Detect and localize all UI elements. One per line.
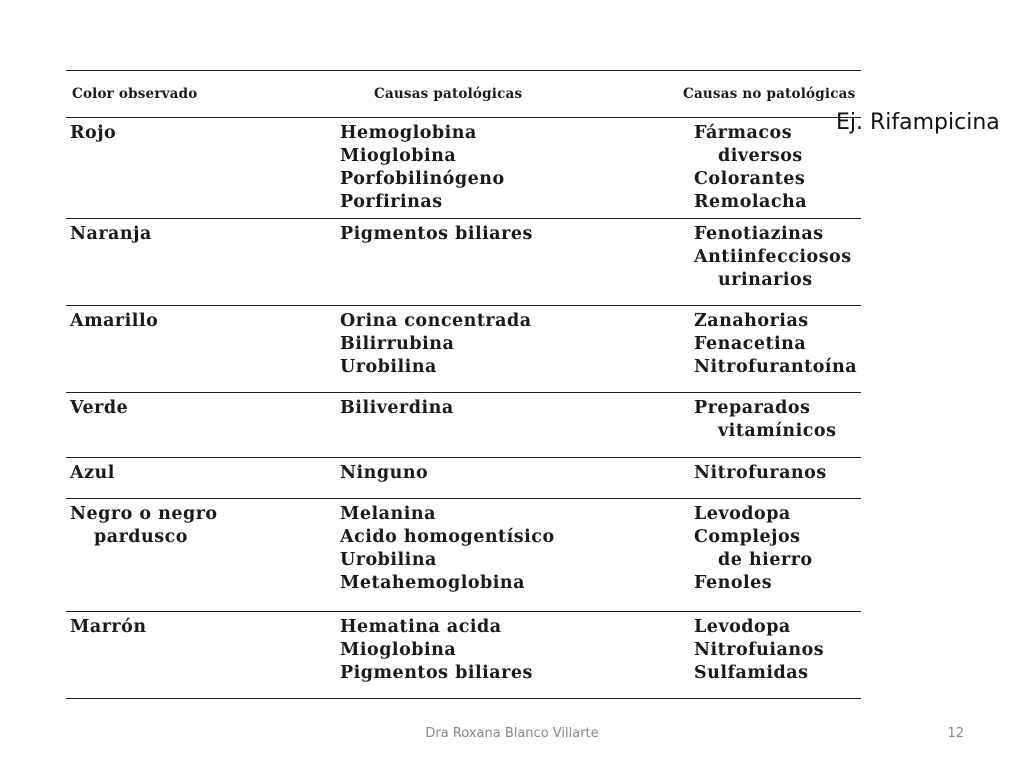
- non-pathological-cell: [694, 223, 852, 292]
- pathological-cell: [340, 223, 533, 246]
- cell-line: Metahemoglobina: [340, 573, 525, 593]
- cell-line: Levodopa: [694, 617, 791, 637]
- cell-line: Rojo: [70, 123, 117, 143]
- non-pathological-cell: [694, 503, 813, 595]
- cell-line: pardusco: [94, 527, 188, 547]
- cell-line: Antiinfecciosos: [694, 247, 852, 267]
- cell-line: Negro o negro: [70, 504, 218, 524]
- pathological-cell: [340, 503, 555, 595]
- table-row: [66, 612, 861, 698]
- cell-line: Hematina acida: [340, 617, 502, 637]
- urine-color-table: [66, 70, 861, 699]
- cell-line: Biliverdina: [340, 398, 454, 418]
- cell-line: Naranja: [70, 224, 152, 244]
- cell-line: diversos: [718, 146, 803, 166]
- pathological-cell: [340, 462, 428, 485]
- cell-line: Marrón: [70, 617, 147, 637]
- cell-line: Melanina: [340, 504, 436, 524]
- cell-line: Fármacos: [694, 123, 793, 143]
- cell-line: Nitrofuianos: [694, 640, 825, 660]
- cell-line: Azul: [70, 463, 115, 483]
- cell-line: Zanahorias: [694, 311, 809, 331]
- color-cell: [70, 223, 152, 246]
- table-row: [66, 306, 861, 393]
- table-row: [66, 393, 861, 458]
- cell-line: Hemoglobina: [340, 123, 477, 143]
- non-pathological-cell: [694, 310, 857, 379]
- cell-line: vitamínicos: [718, 421, 837, 441]
- table-row: [66, 458, 861, 499]
- non-pathological-cell: [694, 122, 807, 214]
- cell-line: Complejos: [694, 527, 801, 547]
- pathological-cell: [340, 616, 533, 685]
- cell-line: Acido homogentísico: [340, 527, 555, 547]
- header-non-pathological-causes: Causas no patológicas: [683, 86, 856, 102]
- cell-line: Porfobilinógeno: [340, 169, 505, 189]
- header-pathological-causes: Causas patológicas: [374, 86, 523, 102]
- cell-line: Nitrofurantoína: [694, 357, 858, 377]
- cell-line: Amarillo: [70, 311, 159, 331]
- cell-line: Verde: [70, 398, 129, 418]
- example-note: Ej. Rifampicina: [836, 110, 1000, 135]
- table-row: [66, 118, 861, 219]
- footer-author: Dra Roxana Blanco Villarte: [425, 726, 599, 741]
- cell-line: Bilirrubina: [340, 334, 455, 354]
- cell-line: de hierro: [718, 550, 813, 570]
- table-header-row: [66, 71, 861, 118]
- cell-line: Nitrofuranos: [694, 463, 827, 483]
- cell-line: urinarios: [718, 270, 813, 290]
- cell-line: Mioglobina: [340, 640, 457, 660]
- cell-line: Fenoles: [694, 573, 773, 593]
- cell-line: Sulfamidas: [694, 663, 809, 683]
- cell-line: Orina concentrada: [340, 311, 532, 331]
- color-cell: [70, 122, 116, 145]
- table-row: [66, 499, 861, 612]
- color-cell: [70, 462, 115, 485]
- color-cell: [70, 397, 128, 420]
- non-pathological-cell: [694, 397, 836, 443]
- page-number: 12: [947, 726, 964, 741]
- cell-line: Mioglobina: [340, 146, 457, 166]
- cell-line: Urobilina: [340, 550, 437, 570]
- pathological-cell: [340, 310, 532, 379]
- cell-line: Preparados: [694, 398, 811, 418]
- cell-line: Colorantes: [694, 169, 806, 189]
- pathological-cell: [340, 397, 454, 420]
- cell-line: Urobilina: [340, 357, 437, 377]
- pathological-cell: [340, 122, 505, 214]
- cell-line: Levodopa: [694, 504, 791, 524]
- cell-line: Fenacetina: [694, 334, 807, 354]
- cell-line: Pigmentos biliares: [340, 663, 533, 683]
- color-cell: [70, 616, 147, 639]
- header-color-observed: Color observado: [72, 86, 198, 102]
- table-row: [66, 219, 861, 306]
- cell-line: Fenotiazinas: [694, 224, 824, 244]
- color-cell: [70, 310, 158, 333]
- table-body: [66, 118, 861, 698]
- cell-line: Ninguno: [340, 463, 429, 483]
- cell-line: Remolacha: [694, 192, 808, 212]
- cell-line: Pigmentos biliares: [340, 224, 533, 244]
- color-cell: [70, 503, 218, 549]
- non-pathological-cell: [694, 616, 824, 685]
- non-pathological-cell: [694, 462, 827, 485]
- cell-line: Porfirinas: [340, 192, 443, 212]
